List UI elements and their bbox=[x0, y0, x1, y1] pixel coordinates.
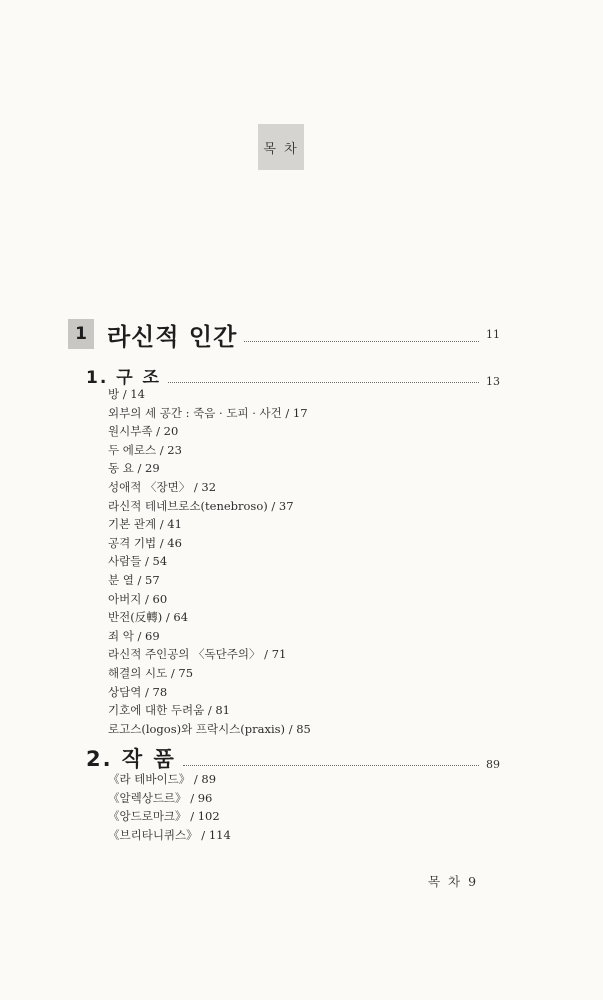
toc-entry: 반전(反轉) / 64 bbox=[108, 610, 189, 625]
toc-entry: 두 에로스 / 23 bbox=[108, 442, 182, 457]
toc-entry: 사람들 / 54 bbox=[108, 554, 168, 569]
toc-entry: 해결의 시도 / 75 bbox=[108, 665, 194, 680]
toc-entry: 공격 기법 / 46 bbox=[108, 535, 182, 550]
toc-entry: 《브리타니퀴스》 / 114 bbox=[108, 827, 231, 842]
part-page-number: 11 bbox=[486, 327, 500, 341]
part-title: 라신적 인간 bbox=[107, 322, 238, 351]
section-heading bbox=[86, 364, 500, 386]
toc-entry: 로고스(logos)와 프락시스(praxis) / 85 bbox=[108, 721, 311, 736]
section-heading bbox=[86, 744, 500, 772]
toc-entry: 외부의 세 공간 : 죽음 · 도피 · 사건 / 17 bbox=[108, 405, 308, 420]
section-page-number: 13 bbox=[486, 374, 500, 388]
toc-entry: 라신적 주인공의 〈독단주의〉 / 71 bbox=[108, 647, 287, 662]
toc-entry: 라신적 테네브로소(tenebroso) / 37 bbox=[108, 498, 294, 513]
toc-entry: 동 요 / 29 bbox=[108, 461, 160, 476]
page-footer: 목 차 9 bbox=[428, 874, 479, 889]
part-heading bbox=[68, 316, 500, 352]
toc-entry: 죄 악 / 69 bbox=[108, 628, 160, 643]
toc-entry: 상담역 / 78 bbox=[108, 684, 168, 699]
toc-entry: 《라 테바이드》 / 89 bbox=[108, 772, 217, 786]
toc-entry: 방 / 14 bbox=[108, 387, 145, 401]
toc-entry: 《앙드로마크》 / 102 bbox=[108, 809, 220, 824]
dot-leader bbox=[244, 327, 479, 342]
section-items-list bbox=[108, 385, 408, 738]
toc-entry: 성애적 〈장면〉 / 32 bbox=[108, 479, 217, 494]
dot-leader bbox=[168, 368, 479, 383]
toc-entry: 분 열 / 57 bbox=[108, 572, 160, 587]
toc-entry: 원시부족 / 20 bbox=[108, 424, 179, 439]
toc-entry: 기본 관계 / 41 bbox=[108, 517, 182, 532]
toc-entry: 아버지 / 60 bbox=[108, 591, 168, 606]
toc-title-box bbox=[258, 124, 304, 170]
toc-entry: 기호에 대한 두려움 / 81 bbox=[108, 703, 231, 718]
dot-leader bbox=[183, 751, 479, 766]
section-page-number: 89 bbox=[486, 757, 500, 771]
part-number-badge: 1 bbox=[68, 319, 94, 349]
section-title: 2. 작 품 bbox=[86, 747, 176, 771]
section-items-list bbox=[108, 770, 408, 844]
toc-entry: 《알렉상드르》 / 96 bbox=[108, 790, 213, 805]
page-title: 목 차 bbox=[263, 141, 299, 157]
section-title: 1. 구 조 bbox=[86, 367, 161, 388]
